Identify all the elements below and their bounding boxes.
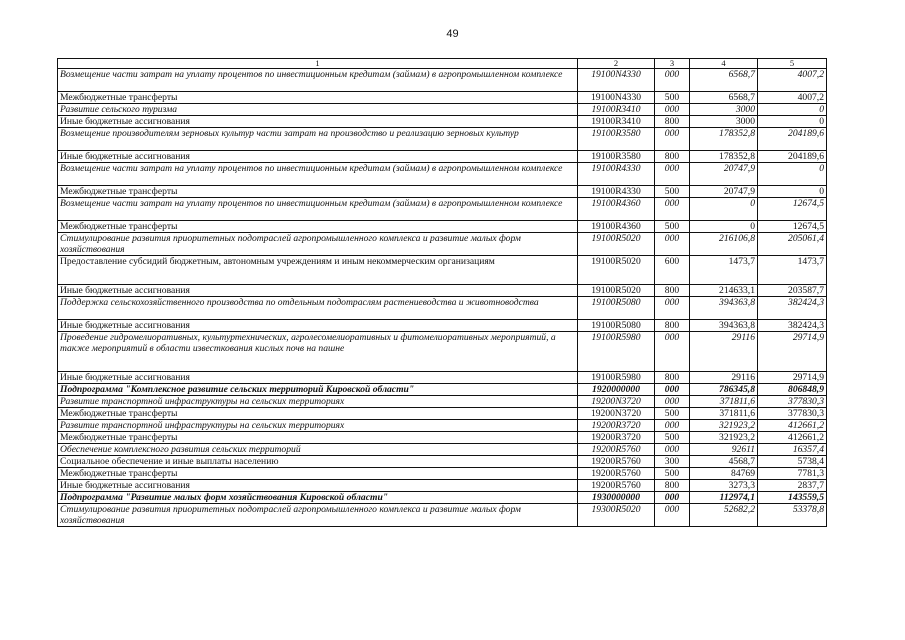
row-value-3-cell: 16357,4 (758, 444, 827, 456)
table-row (58, 221, 827, 233)
row-code-cell: 19200N3720 (578, 408, 655, 420)
row-value-2-cell: 786345,8 (690, 384, 758, 396)
row-type-cell: 000 (655, 444, 690, 456)
row-name-cell: Обеспечение комплексного развития сельских территорий (58, 444, 578, 456)
table-row (58, 256, 827, 285)
row-value-3-cell: 29714,9 (758, 332, 827, 372)
row-type-cell: 600 (655, 256, 690, 285)
row-value-2-cell: 52682,2 (690, 504, 758, 527)
row-value-2-cell: 92611 (690, 444, 758, 456)
row-code-cell: 1930000000 (578, 492, 655, 504)
row-value-3-cell: 204189,6 (758, 151, 827, 163)
table-row (58, 128, 827, 151)
row-value-2-cell: 371811,6 (690, 396, 758, 408)
row-value-2-cell: 394363,8 (690, 320, 758, 332)
header-col-1: 1 (58, 59, 578, 69)
table-row (58, 444, 827, 456)
row-value-3-cell: 412661,2 (758, 420, 827, 432)
table-row (58, 432, 827, 444)
row-name-cell: Межбюджетные трансферты (58, 468, 578, 480)
row-code-cell: 19200R5760 (578, 444, 655, 456)
table-row (58, 456, 827, 468)
row-type-cell: 000 (655, 420, 690, 432)
row-value-2-cell: 321923,2 (690, 420, 758, 432)
row-type-cell: 000 (655, 297, 690, 320)
row-name-cell: Развитие транспортной инфраструктуры на сельских территориях (58, 420, 578, 432)
table-row (58, 332, 827, 372)
row-code-cell: 19100R5020 (578, 256, 655, 285)
row-name-cell: Межбюджетные трансферты (58, 408, 578, 420)
row-code-cell: 19100R5020 (578, 285, 655, 297)
row-value-3-cell: 377830,3 (758, 408, 827, 420)
row-value-2-cell: 178352,8 (690, 151, 758, 163)
row-value-2-cell: 29116 (690, 332, 758, 372)
row-code-cell: 19100R5080 (578, 320, 655, 332)
row-name-cell: Возмещение части затрат на уплату процентов по инвестиционным кредитам (займам) в агропромышленном комплексе (58, 69, 578, 92)
row-value-3-cell: 377830,3 (758, 396, 827, 408)
row-value-3-cell: 29714,9 (758, 372, 827, 384)
table-row (58, 163, 827, 186)
table-row (58, 198, 827, 221)
row-name-cell: Подпрограмма "Развитие малых форм хозяйствования Кировской области" (58, 492, 578, 504)
row-value-3-cell: 0 (758, 186, 827, 198)
row-code-cell: 19200R5760 (578, 468, 655, 480)
row-value-2-cell: 6568,7 (690, 92, 758, 104)
row-name-cell: Стимулирование развития приоритетных подотраслей агропромышленного комплекса и развитие малых форм хозяйствования (58, 504, 578, 527)
table-row (58, 408, 827, 420)
row-value-3-cell: 12674,5 (758, 221, 827, 233)
row-value-2-cell: 4568,7 (690, 456, 758, 468)
row-value-2-cell: 214633,1 (690, 285, 758, 297)
row-value-3-cell: 412661,2 (758, 432, 827, 444)
row-name-cell: Иные бюджетные ассигнования (58, 151, 578, 163)
row-value-3-cell: 0 (758, 116, 827, 128)
table-row (58, 285, 827, 297)
row-code-cell: 19100R3580 (578, 151, 655, 163)
row-type-cell: 000 (655, 332, 690, 372)
row-type-cell: 800 (655, 320, 690, 332)
row-value-2-cell: 0 (690, 221, 758, 233)
row-value-3-cell: 382424,3 (758, 297, 827, 320)
row-type-cell: 000 (655, 504, 690, 527)
row-type-cell: 800 (655, 372, 690, 384)
row-code-cell: 19100R3410 (578, 104, 655, 116)
row-code-cell: 19100R5980 (578, 372, 655, 384)
row-code-cell: 19100R4330 (578, 163, 655, 186)
table-row (58, 384, 827, 396)
row-name-cell: Социальное обеспечение и иные выплаты населению (58, 456, 578, 468)
row-type-cell: 800 (655, 480, 690, 492)
row-value-3-cell: 7781,3 (758, 468, 827, 480)
row-value-3-cell: 4007,2 (758, 69, 827, 92)
header-col-2: 2 (578, 59, 655, 69)
row-name-cell: Иные бюджетные ассигнования (58, 285, 578, 297)
table-header-row (58, 59, 827, 69)
row-code-cell: 19100R4360 (578, 198, 655, 221)
table-row (58, 480, 827, 492)
row-value-3-cell: 2837,7 (758, 480, 827, 492)
row-name-cell: Межбюджетные трансферты (58, 432, 578, 444)
row-value-2-cell: 29116 (690, 372, 758, 384)
table-row (58, 420, 827, 432)
row-value-3-cell: 0 (758, 104, 827, 116)
row-type-cell: 800 (655, 116, 690, 128)
row-value-3-cell: 143559,5 (758, 492, 827, 504)
row-type-cell: 000 (655, 128, 690, 151)
row-value-3-cell: 53378,8 (758, 504, 827, 527)
header-col-3: 3 (655, 59, 690, 69)
row-type-cell: 500 (655, 92, 690, 104)
row-code-cell: 19100R4330 (578, 186, 655, 198)
row-name-cell: Межбюджетные трансферты (58, 221, 578, 233)
row-code-cell: 19300R5020 (578, 504, 655, 527)
table-row (58, 151, 827, 163)
table-row (58, 186, 827, 198)
row-name-cell: Возмещение производителям зерновых культур части затрат на производство и реализацию зерновых культур (58, 128, 578, 151)
row-value-3-cell: 12674,5 (758, 198, 827, 221)
table-row (58, 69, 827, 92)
table-row (58, 492, 827, 504)
row-name-cell: Проведение гидромелиоративных, культуртехнических, агролесомелиоративных и фитомелиоративных мероприятий, а также мероприятий в области известкования кислых почв на пашне (58, 332, 578, 372)
row-name-cell: Иные бюджетные ассигнования (58, 372, 578, 384)
row-value-2-cell: 3000 (690, 116, 758, 128)
row-name-cell: Развитие транспортной инфраструктуры на сельских территориях (58, 396, 578, 408)
row-value-3-cell: 0 (758, 163, 827, 186)
row-type-cell: 000 (655, 233, 690, 256)
row-code-cell: 19100N4330 (578, 69, 655, 92)
table-row (58, 468, 827, 480)
row-type-cell: 000 (655, 198, 690, 221)
row-value-3-cell: 205061,4 (758, 233, 827, 256)
table-row (58, 233, 827, 256)
row-type-cell: 500 (655, 221, 690, 233)
row-type-cell: 500 (655, 408, 690, 420)
row-value-2-cell: 6568,7 (690, 69, 758, 92)
row-code-cell: 19100R3410 (578, 116, 655, 128)
row-code-cell: 19100R5020 (578, 233, 655, 256)
row-code-cell: 19200R3720 (578, 420, 655, 432)
table-row (58, 92, 827, 104)
row-value-2-cell: 3273,3 (690, 480, 758, 492)
row-type-cell: 000 (655, 492, 690, 504)
row-type-cell: 000 (655, 396, 690, 408)
row-code-cell: 19200N3720 (578, 396, 655, 408)
row-value-3-cell: 203587,7 (758, 285, 827, 297)
row-name-cell: Межбюджетные трансферты (58, 186, 578, 198)
row-value-2-cell: 394363,8 (690, 297, 758, 320)
row-code-cell: 19100R5080 (578, 297, 655, 320)
row-name-cell: Подпрограмма "Комплексное развитие сельских территорий Кировской области" (58, 384, 578, 396)
row-value-3-cell: 382424,3 (758, 320, 827, 332)
row-name-cell: Предоставление субсидий бюджетным, автономным учреждениям и иным некоммерческим организациям (58, 256, 578, 285)
row-value-2-cell: 371811,6 (690, 408, 758, 420)
row-type-cell: 500 (655, 186, 690, 198)
row-value-3-cell: 5738,4 (758, 456, 827, 468)
row-value-2-cell: 3000 (690, 104, 758, 116)
row-value-2-cell: 112974,1 (690, 492, 758, 504)
row-type-cell: 000 (655, 163, 690, 186)
row-type-cell: 800 (655, 285, 690, 297)
row-type-cell: 300 (655, 456, 690, 468)
row-code-cell: 1920000000 (578, 384, 655, 396)
row-name-cell: Поддержка сельскохозяйственного производства по отдельным подотраслям растениеводства и животноводства (58, 297, 578, 320)
row-value-2-cell: 178352,8 (690, 128, 758, 151)
row-name-cell: Стимулирование развития приоритетных подотраслей агропромышленного комплекса и развитие малых форм хозяйствования (58, 233, 578, 256)
row-code-cell: 19100R5980 (578, 332, 655, 372)
row-name-cell: Возмещение части затрат на уплату процентов по инвестиционным кредитам (займам) в агропромышленном комплексе (58, 163, 578, 186)
table-row (58, 116, 827, 128)
row-value-2-cell: 216106,8 (690, 233, 758, 256)
row-type-cell: 000 (655, 384, 690, 396)
row-name-cell: Иные бюджетные ассигнования (58, 116, 578, 128)
row-name-cell: Межбюджетные трансферты (58, 92, 578, 104)
row-type-cell: 000 (655, 69, 690, 92)
row-code-cell: 19200R5760 (578, 456, 655, 468)
row-value-2-cell: 321923,2 (690, 432, 758, 444)
row-value-3-cell: 4007,2 (758, 92, 827, 104)
row-code-cell: 19200R3720 (578, 432, 655, 444)
row-code-cell: 19100N4330 (578, 92, 655, 104)
header-col-4: 4 (690, 59, 758, 69)
table-row (58, 504, 827, 527)
row-value-2-cell: 84769 (690, 468, 758, 480)
row-type-cell: 500 (655, 432, 690, 444)
table-row (58, 396, 827, 408)
header-col-5: 5 (758, 59, 827, 69)
row-value-2-cell: 0 (690, 198, 758, 221)
row-value-3-cell: 806848,9 (758, 384, 827, 396)
budget-table (57, 58, 827, 527)
row-value-2-cell: 20747,9 (690, 163, 758, 186)
table-row (58, 372, 827, 384)
row-name-cell: Иные бюджетные ассигнования (58, 320, 578, 332)
row-name-cell: Развитие сельского туризма (58, 104, 578, 116)
row-code-cell: 19100R4360 (578, 221, 655, 233)
row-type-cell: 000 (655, 104, 690, 116)
table-row (58, 104, 827, 116)
row-type-cell: 500 (655, 468, 690, 480)
row-name-cell: Возмещение части затрат на уплату процентов по инвестиционным кредитам (займам) в агропромышленном комплексе (58, 198, 578, 221)
row-name-cell: Иные бюджетные ассигнования (58, 480, 578, 492)
table-row (58, 297, 827, 320)
row-type-cell: 800 (655, 151, 690, 163)
row-code-cell: 19100R3580 (578, 128, 655, 151)
row-value-3-cell: 1473,7 (758, 256, 827, 285)
row-value-2-cell: 20747,9 (690, 186, 758, 198)
row-value-3-cell: 204189,6 (758, 128, 827, 151)
table-row (58, 320, 827, 332)
row-code-cell: 19200R5760 (578, 480, 655, 492)
page-number: 49 (446, 28, 459, 40)
row-value-2-cell: 1473,7 (690, 256, 758, 285)
